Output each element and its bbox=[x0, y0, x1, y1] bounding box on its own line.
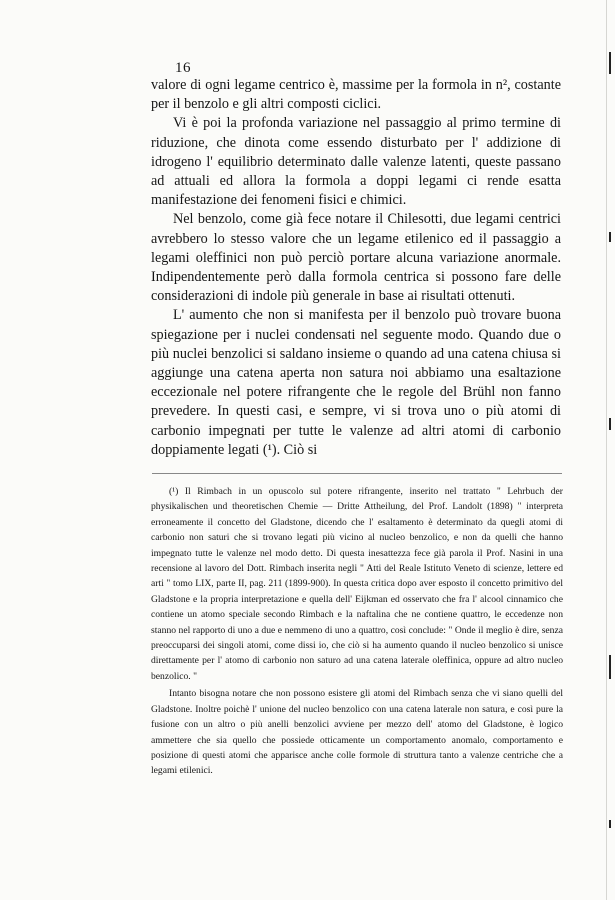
edge-mark bbox=[609, 232, 611, 242]
body-paragraph: L' aumento che non si manifesta per il benzolo può trovare buona spiegazione per i nuclei condensati nel seguente modo. Quando due o più nuclei benzolici si saldano insieme o quando ad una catena chiusa si aggiunge una catena aperta non satura noi abbiamo una esaltazione eccezionale nel potere rifrangente che le regole del Brühl non fanno prevedere. In questi casi, e sempre, vi si trova uno o più atomi di carbonio impegnati per tutte le valenze ad altri atomi di carbonio doppiamente legati (¹). Ciò si bbox=[151, 307, 561, 458]
page-edge-line bbox=[606, 0, 607, 900]
footnotes bbox=[151, 484, 563, 779]
footnote-separator bbox=[152, 473, 562, 474]
page-number: 16 bbox=[175, 60, 191, 76]
body-paragraph: valore di ogni legame centrico è, massime per la formola in n², costante per il benzolo e gli altri composti ciclici. bbox=[151, 77, 561, 113]
body-paragraph: Nel benzolo, come già fece notare il Chilesotti, due legami centrici avrebbero lo stesso valore che un legame etilenico ed il passaggio a legami oleffinici non può perciò portare alcuna variazione anormale. Indipendentemente però dalla formola centrica si possono fare delle considerazioni di indole più generale in base ai risultati ottenuti. bbox=[151, 211, 561, 305]
edge-mark bbox=[609, 655, 611, 679]
edge-mark bbox=[609, 418, 611, 430]
body-paragraph: Vi è poi la profonda variazione nel passaggio al primo termine di riduzione, che dinota come essendo disturbato per l' addizione di idrogeno l' equilibrio determinato dalle valenze latenti, queste passano ad attuali ed allora la formola a doppi legami ci rende esatta manifestazione dei fenomeni fisici e chimici. bbox=[151, 115, 561, 209]
edge-mark bbox=[609, 52, 611, 74]
footnote-paragraph: Intanto bisogna notare che non possono esistere gli atomi del Rimbach senza che vi siano quelli del Gladstone. Inoltre poichè l' unione del nucleo benzolico con una catena laterale non satura, e così pure la fusione con un altro o più anelli benzolici avviene per mezzo dell' atomo del Gladstone, è logico ammettere che sia quello che possiede otticamente un comportamento anomalo, comportamento e posizione di questi atomi che apparisce anche colle formole di struttura tanto a valenze centriche che a legami etilenici. bbox=[151, 688, 563, 777]
edge-mark bbox=[609, 820, 611, 828]
footnote-paragraph: (¹) Il Rimbach in un opuscolo sul potere rifrangente, inserito nel trattato " Lehrbuch der physikalischen und theoretischen Chemie — Dritte Attheilung, del Prof. Landolt (1898) " interpreta erroneamente il concetto del Gladstone, dicendo che l' esaltamento è determinato da quegli atomi di carbonio non saturi che si trovano legati più vicino al nucleo benzolico, e non da quelli che hanno impegnato tutte le valenze nel modo detto. Di questa inesattezza fece già parola il Prof. Nasini in una recensione al lavoro del Dott. Rimbach inserita negli " Atti del Reale Istituto Veneto di scienze, lettere ed arti " tomo LIX, parte II, pag. 211 (1899-900). In questa critica dopo aver esposto il concetto primitivo del Gladstone e la propria interpretazione e quella dell' Eijkman ed osservato che fra l' alcool cinnamico che contiene un atomo speciale secondo Rimbach e la naftalina che ne contiene quattro, le eccedenze non stanno nel rapporto di uno a due e nemmeno di uno a quattro, così conclude: " Onde il meglio è dire, senza preoccuparsi dei singoli atomi, come dissi io, che ciò si ha aumento quando il nucleo benzolico si unisce direttamente per l' atomo di carbonio non saturo ad una catena laterale oleffinica, oppure ad altro nucleo benzolico. " bbox=[151, 486, 563, 682]
main-text bbox=[151, 76, 561, 460]
